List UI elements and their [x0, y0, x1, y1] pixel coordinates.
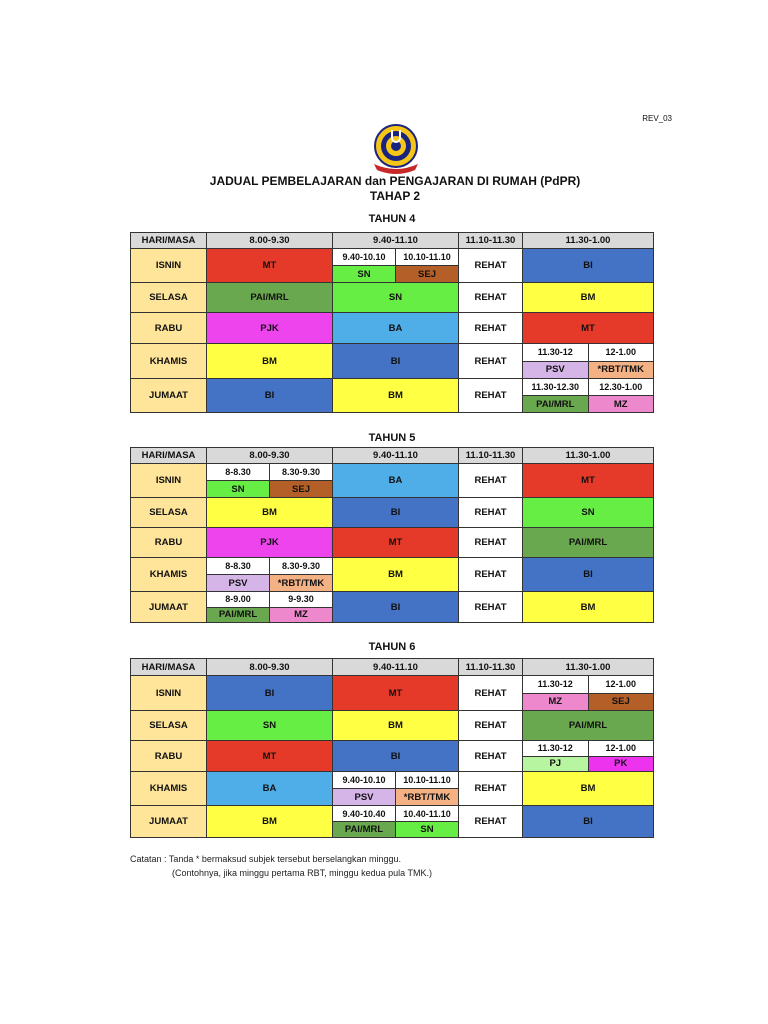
split-period-cell: [523, 379, 654, 413]
revision-code: REV_03: [642, 114, 672, 123]
timetable: [130, 447, 654, 623]
column-header: HARI/MASA: [131, 448, 207, 464]
break-cell: REHAT: [459, 283, 523, 313]
timetable: [130, 658, 654, 838]
period-time: 12-1.00: [589, 344, 654, 362]
period-time: 11.30-12: [523, 344, 588, 362]
subject-cell: MT: [207, 741, 333, 772]
subject-label: SN: [333, 266, 395, 282]
day-row: [131, 772, 654, 806]
subject-cell: PJK: [207, 528, 333, 558]
day-row: [131, 711, 654, 741]
day-label: RABU: [131, 313, 207, 344]
subject-cell: BI: [333, 498, 459, 528]
subject-label: PSV: [207, 575, 269, 591]
subject-cell: BM: [207, 344, 333, 379]
day-label: KHAMIS: [131, 772, 207, 806]
day-row: [131, 379, 654, 413]
column-header: 9.40-11.10: [333, 233, 459, 249]
subject-cell: BM: [207, 806, 333, 838]
subject-cell: BI: [333, 741, 459, 772]
subject-cell: PJK: [207, 313, 333, 344]
subject-cell: BM: [333, 711, 459, 741]
subject-cell: BA: [207, 772, 333, 806]
subject-label: *RBT/TMK: [396, 789, 458, 805]
period-time: 9.40-10.10: [333, 772, 395, 789]
split-period-cell: [333, 806, 459, 838]
day-label: SELASA: [131, 711, 207, 741]
year-title: TAHUN 5: [368, 432, 416, 444]
break-cell: REHAT: [459, 528, 523, 558]
note-line-1: Catatan : Tanda * bermaksud subjek tersebut berselangkan minggu.: [130, 854, 402, 864]
header-row: [131, 233, 654, 249]
break-cell: REHAT: [459, 344, 523, 379]
day-label: JUMAAT: [131, 379, 207, 413]
subject-cell: BM: [333, 379, 459, 413]
column-header: HARI/MASA: [131, 659, 207, 676]
subject-label: SEJ: [270, 481, 332, 497]
period-time: 10.10-11.10: [396, 249, 458, 266]
period-time: 10.40-11.10: [396, 806, 458, 822]
split-period-cell: [523, 676, 654, 711]
day-label: ISNIN: [131, 249, 207, 283]
subject-cell: MT: [523, 464, 654, 498]
split-period-cell: [523, 741, 654, 772]
day-label: SELASA: [131, 283, 207, 313]
day-row: [131, 592, 654, 623]
day-label: RABU: [131, 741, 207, 772]
column-header: 9.40-11.10: [333, 448, 459, 464]
period-time: 12.30-1.00: [589, 379, 654, 396]
subject-label: PSV: [523, 362, 588, 379]
break-cell: REHAT: [459, 249, 523, 283]
subject-cell: SN: [523, 498, 654, 528]
column-header: 11.10-11.30: [459, 448, 523, 464]
day-row: [131, 344, 654, 379]
break-cell: REHAT: [459, 379, 523, 413]
column-header: 11.10-11.30: [459, 659, 523, 676]
subject-cell: BM: [523, 283, 654, 313]
subject-cell: BM: [333, 558, 459, 592]
day-label: KHAMIS: [131, 558, 207, 592]
day-row: [131, 741, 654, 772]
day-label: SELASA: [131, 498, 207, 528]
day-label: ISNIN: [131, 464, 207, 498]
subject-label: *RBT/TMK: [589, 362, 654, 379]
day-label: ISNIN: [131, 676, 207, 711]
subject-label: *RBT/TMK: [270, 575, 332, 591]
subject-cell: BM: [523, 772, 654, 806]
subject-label: PJ: [523, 757, 588, 772]
document-title: JADUAL PEMBELAJARAN dan PENGAJARAN DI RUMAH (PdPR): [209, 174, 581, 188]
break-cell: REHAT: [459, 806, 523, 838]
break-cell: REHAT: [459, 676, 523, 711]
subject-cell: BI: [207, 379, 333, 413]
period-time: 8-9.00: [207, 592, 269, 608]
period-time: 8.30-9.30: [270, 558, 332, 575]
break-cell: REHAT: [459, 558, 523, 592]
subject-cell: BI: [523, 806, 654, 838]
day-row: [131, 498, 654, 528]
year-title: TAHUN 4: [368, 213, 416, 225]
column-header: 11.30-1.00: [523, 659, 654, 676]
period-time: 12-1.00: [589, 676, 654, 694]
break-cell: REHAT: [459, 464, 523, 498]
column-header: 8.00-9.30: [207, 233, 333, 249]
subject-cell: PAI/MRL: [207, 283, 333, 313]
day-row: [131, 676, 654, 711]
period-time: 9.40-10.10: [333, 249, 395, 266]
split-period-cell: [333, 249, 459, 283]
subject-cell: BI: [333, 344, 459, 379]
day-label: RABU: [131, 528, 207, 558]
column-header: 11.30-1.00: [523, 233, 654, 249]
subject-label: PAI/MRL: [523, 396, 588, 412]
break-cell: REHAT: [459, 772, 523, 806]
day-label: JUMAAT: [131, 592, 207, 623]
year-title: TAHUN 6: [368, 641, 416, 653]
subject-cell: MT: [523, 313, 654, 344]
column-header: 8.00-9.30: [207, 659, 333, 676]
subject-label: PK: [589, 757, 654, 772]
day-label: KHAMIS: [131, 344, 207, 379]
split-period-cell: [207, 558, 333, 592]
note-line-2: (Contohnya, jika minggu pertama RBT, minggu kedua pula TMK.): [172, 868, 432, 878]
day-row: [131, 528, 654, 558]
subject-cell: BA: [333, 464, 459, 498]
column-header: 11.30-1.00: [523, 448, 654, 464]
period-time: 11.30-12: [523, 676, 588, 694]
subject-label: SN: [396, 822, 458, 837]
day-row: [131, 283, 654, 313]
period-time: 11.30-12.30: [523, 379, 588, 396]
period-time: 8.30-9.30: [270, 464, 332, 481]
subject-label: MZ: [589, 396, 654, 412]
split-period-cell: [333, 772, 459, 806]
subject-cell: BI: [523, 558, 654, 592]
document-subtitle: TAHAP 2: [369, 189, 421, 203]
school-crest-logo: [370, 122, 422, 174]
subject-label: PAI/MRL: [207, 608, 269, 623]
break-cell: REHAT: [459, 711, 523, 741]
break-cell: REHAT: [459, 498, 523, 528]
subject-cell: MT: [207, 249, 333, 283]
subject-cell: SN: [333, 283, 459, 313]
period-time: 8-8.30: [207, 558, 269, 575]
subject-cell: BM: [523, 592, 654, 623]
break-cell: REHAT: [459, 592, 523, 623]
period-time: 10.10-11.10: [396, 772, 458, 789]
subject-cell: PAI/MRL: [523, 528, 654, 558]
subject-cell: BI: [333, 592, 459, 623]
day-row: [131, 558, 654, 592]
day-label: JUMAAT: [131, 806, 207, 838]
subject-label: SEJ: [396, 266, 458, 282]
split-period-cell: [207, 592, 333, 623]
day-row: [131, 313, 654, 344]
subject-label: PAI/MRL: [333, 822, 395, 837]
period-time: 9.40-10.40: [333, 806, 395, 822]
split-period-cell: [207, 464, 333, 498]
day-row: [131, 464, 654, 498]
subject-cell: BI: [523, 249, 654, 283]
subject-cell: MT: [333, 676, 459, 711]
column-header: 9.40-11.10: [333, 659, 459, 676]
split-period-cell: [523, 344, 654, 379]
period-time: 12-1.00: [589, 741, 654, 757]
period-time: 8-8.30: [207, 464, 269, 481]
subject-cell: MT: [333, 528, 459, 558]
subject-label: MZ: [523, 694, 588, 711]
subject-cell: BA: [333, 313, 459, 344]
period-time: 11.30-12: [523, 741, 588, 757]
header-row: [131, 448, 654, 464]
subject-cell: SN: [207, 711, 333, 741]
subject-label: SEJ: [589, 694, 654, 711]
break-cell: REHAT: [459, 741, 523, 772]
period-time: 9-9.30: [270, 592, 332, 608]
subject-cell: BM: [207, 498, 333, 528]
subject-label: SN: [207, 481, 269, 497]
day-row: [131, 249, 654, 283]
column-header: 8.00-9.30: [207, 448, 333, 464]
column-header: 11.10-11.30: [459, 233, 523, 249]
subject-cell: PAI/MRL: [523, 711, 654, 741]
subject-label: PSV: [333, 789, 395, 805]
timetable: [130, 232, 654, 413]
break-cell: REHAT: [459, 313, 523, 344]
day-row: [131, 806, 654, 838]
subject-label: MZ: [270, 608, 332, 623]
header-row: [131, 659, 654, 676]
column-header: HARI/MASA: [131, 233, 207, 249]
subject-cell: BI: [207, 676, 333, 711]
